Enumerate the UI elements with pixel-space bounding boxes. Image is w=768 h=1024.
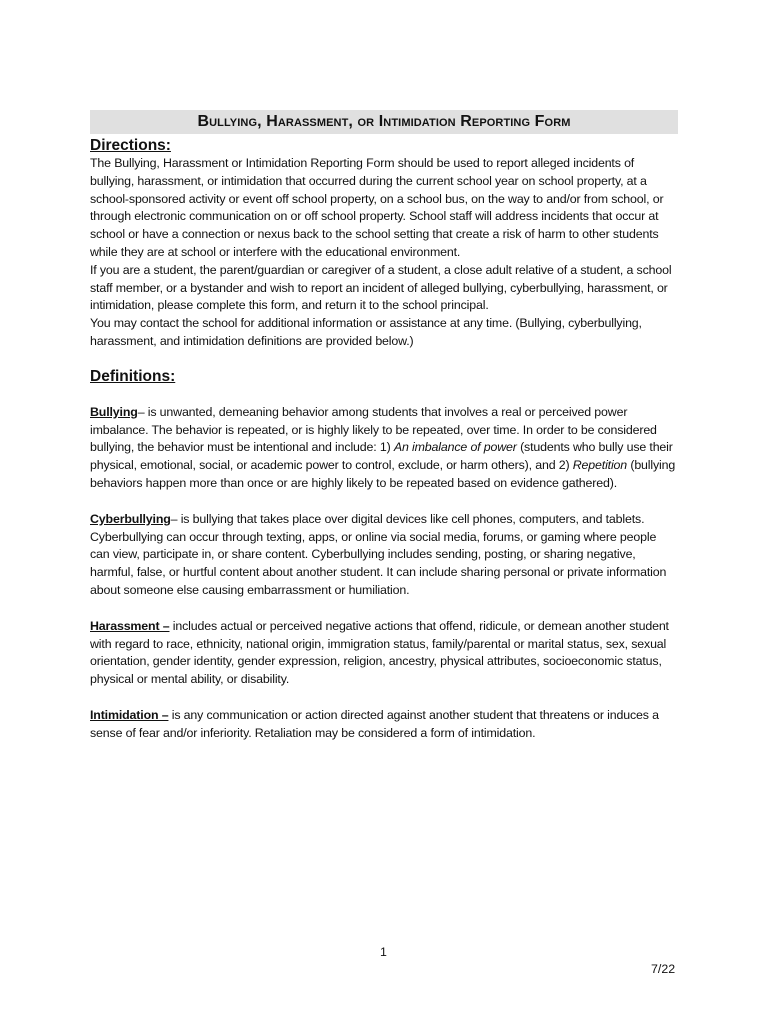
bullying-text-1: – is unwanted, demeaning behavior among students that involves a real or perceived power imbalance. The behavior is repeated, or is highly likely to be repeated, over time. In order to be considered bullying, the behavior must be intentional and include: 1) [90, 404, 657, 455]
intimidation-term: Intimidation – [90, 707, 169, 722]
definition-bullying [90, 404, 678, 493]
bullying-term: Bullying [90, 404, 138, 419]
cyberbullying-term: Cyberbullying [90, 511, 171, 526]
directions-heading: Directions: [90, 137, 171, 154]
intimidation-text: is any communication or action directed against another student that threatens or induces a sense of fear and/or inferiority. Retaliation may be considered a form of intimidation. [90, 707, 659, 740]
revision-date: 7/22 [651, 962, 676, 976]
bullying-emphasis-1: An imbalance of power [393, 440, 517, 455]
bullying-text-2: (students who bully use their physical, emotional, social, or academic power to control, exclude, or harm others), and 2) [90, 440, 673, 473]
page-title: Bullying, Harassment, or Intimidation Reporting Form [90, 110, 678, 134]
definition-harassment [90, 618, 678, 689]
directions-paragraph-1: The Bullying, Harassment or Intimidation Reporting Form should be used to report alleged incidents of bullying, harassment, or intimidation that occurred during the current school year on school property, at a school-sponsored activity or event off school property, on a school bus, on the way to and/or from school, or through electronic communication on or off school property. School staff will address incidents that occur at school or have a connection or nexus back to the school setting that create a risk of harm to other students while they are at school or interfere with the educational environment. [90, 156, 664, 259]
document-page [90, 110, 678, 761]
definitions-heading: Definitions: [90, 367, 176, 385]
cyberbullying-text: – is bullying that takes place over digital devices like cell phones, computers, and tablets. Cyberbullying can occur through texting, apps, or online via social media, forums, or gaming where people can view, participate in, or share content. Cyberbullying includes sending, posting, or sharing negative, harmful, false, or hurtful content about another student. It can include sharing personal or private information about someone else causing embarrassment or humiliation. [90, 511, 667, 597]
harassment-term: Harassment – [90, 618, 170, 633]
directions-paragraph-3: You may contact the school for additional information or assistance at any time. (Bullying, cyberbullying, harassment, and intimidation definitions are provided below.) [90, 316, 642, 348]
definition-intimidation [90, 707, 678, 743]
definition-cyberbullying [90, 511, 678, 600]
bullying-emphasis-2: Repetition [572, 458, 628, 473]
harassment-text: includes actual or perceived negative actions that offend, ridicule, or demean another student with regard to race, ethnicity, national origin, immigration status, family/parental or marital status, sex, sexual orientation, gender identity, gender expression, religion, ancestry, physical attributes, socioeconomic status, physical or mental ability, or disability. [90, 618, 669, 687]
page-number: 1 [380, 945, 387, 959]
bullying-text-3: (bullying behaviors happen more than once or are highly likely to be repeated based on evidence gathered). [90, 458, 676, 490]
directions-paragraph-2: If you are a student, the parent/guardian or caregiver of a student, a close adult relative of a student, a school staff member, or a bystander and wish to report an incident of alleged bullying, cyberbullying, harassment, or intimidation, please complete this form, and return it to the school principal. [90, 262, 672, 313]
